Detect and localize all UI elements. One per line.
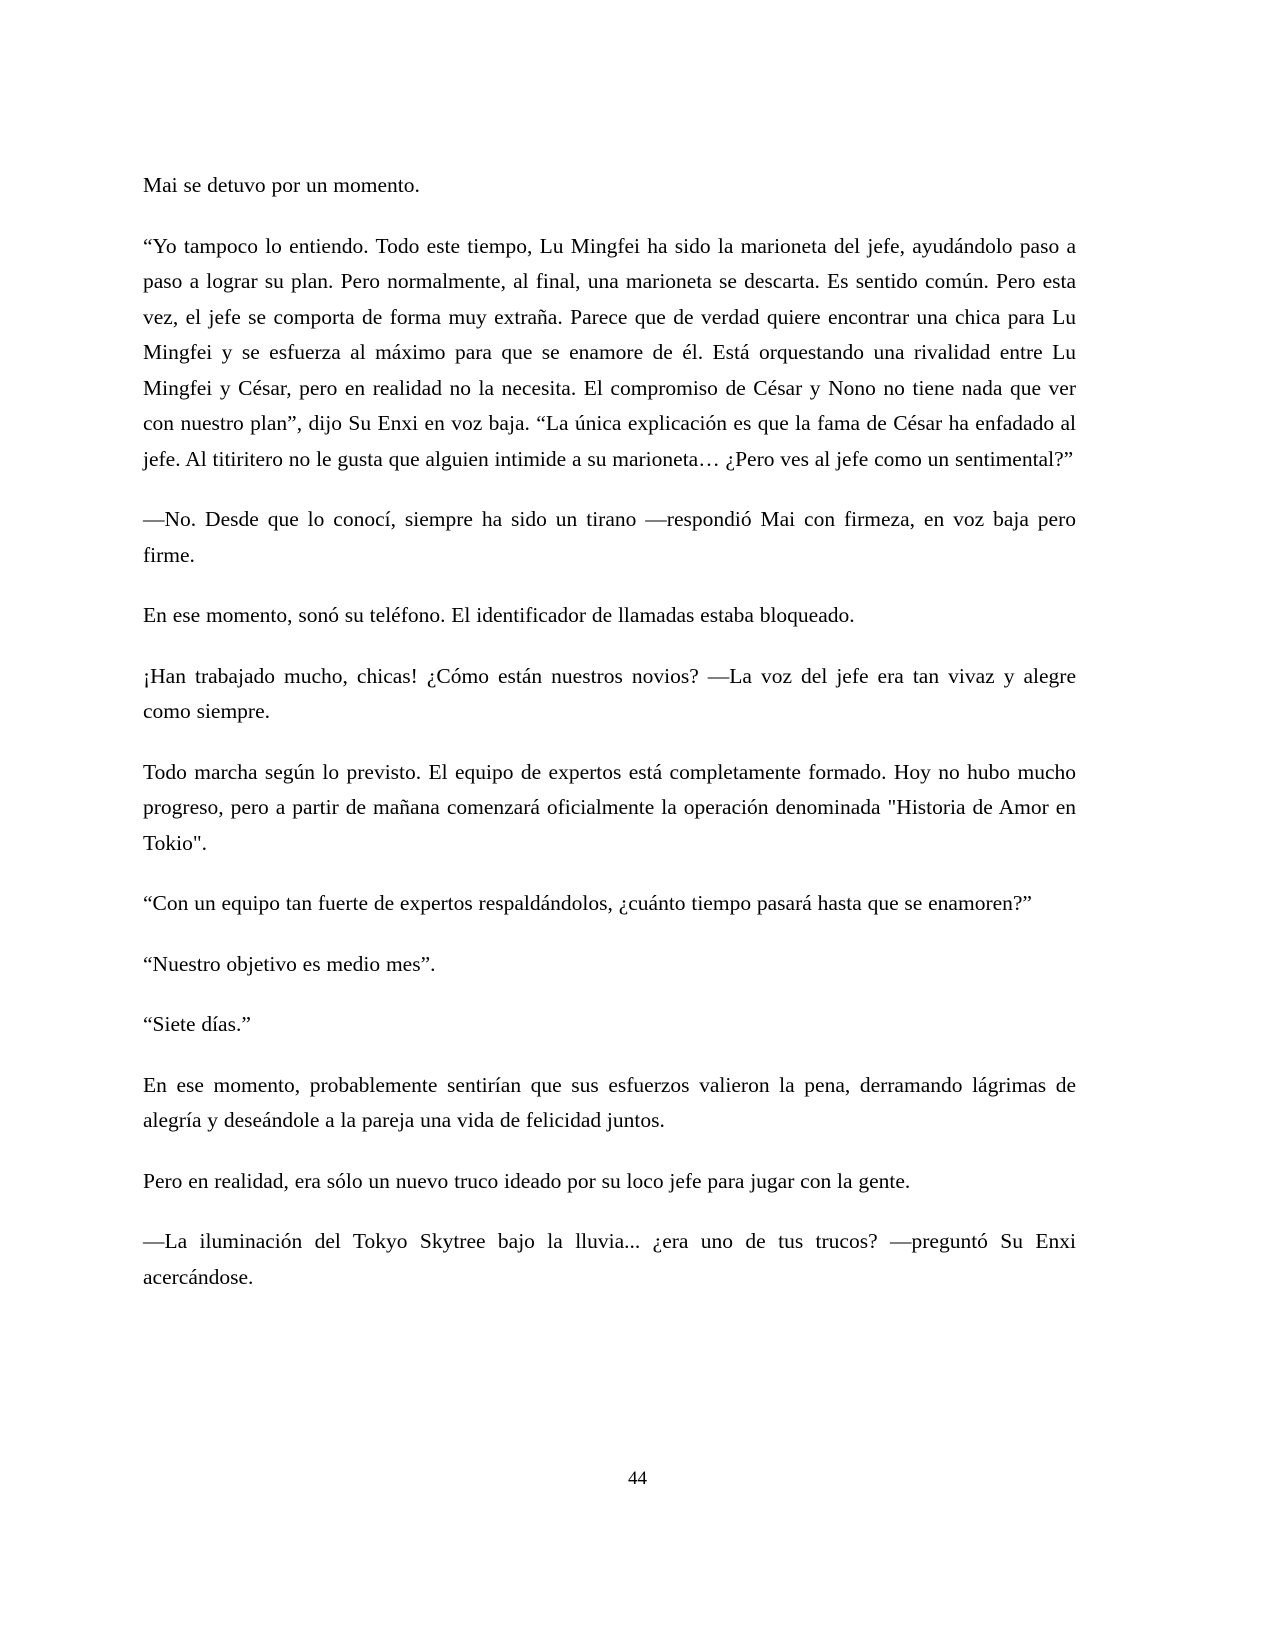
paragraph: “Con un equipo tan fuerte de expertos respaldándolos, ¿cuánto tiempo pasará hasta que se enamoren?” [143,891,1032,915]
paragraph: ¡Han trabajado mucho, chicas! ¿Cómo están nuestros novios? —La voz del jefe era tan vivaz y alegre como siempre. [143,663,1076,723]
paragraph: “Siete días.” [143,1012,251,1036]
paragraph: Todo marcha según lo previsto. El equipo de expertos está completamente formado. Hoy no hubo mucho progreso, pero a partir de mañana comenzará oficialmente la operación denominada "Historia de Amor en Tokio". [143,759,1076,855]
paragraph: “Yo tampoco lo entiendo. Todo este tiempo, Lu Mingfei ha sido la marioneta del jefe, ayudándolo paso a paso a lograr su plan. Pero normalmente, al final, una marioneta se descarta. Es sentido común. Pero esta vez, el jefe se comporta de forma muy extraña. Parece que de verdad quiere encontrar una chica para Lu Mingfei y se esfuerza al máximo para que se enamore de él. Está orquestando una rivalidad entre Lu Mingfei y César, pero en realidad no la necesita. El compromiso de César y Nono no tiene nada que ver con nuestro plan”, dijo Su Enxi en voz baja. “La única explicación es que la fama de César ha enfadado al jefe. Al titiritero no le gusta que alguien intimide a su marioneta… ¿Pero ves al jefe como un sentimental?” [143,233,1076,471]
page-body-text [143,168,1076,1295]
paragraph: En ese momento, probablemente sentirían que sus esfuerzos valieron la pena, derramando lágrimas de alegría y deseándole a la pareja una vida de felicidad juntos. [143,1072,1076,1132]
page-number: 44 [628,1468,647,1489]
paragraph: Pero en realidad, era sólo un nuevo truco ideado por su loco jefe para jugar con la gente. [143,1168,911,1193]
paragraph: —No. Desde que lo conocí, siempre ha sido un tirano —respondió Mai con firmeza, en voz baja pero firme. [143,507,1076,567]
paragraph: “Nuestro objetivo es medio mes”. [143,951,436,976]
paragraph: En ese momento, sonó su teléfono. El identificador de llamadas estaba bloqueado. [143,603,855,627]
paragraph: —La iluminación del Tokyo Skytree bajo la lluvia... ¿era uno de tus trucos? —preguntó Su Enxi acercándose. [143,1229,1076,1289]
paragraph: Mai se detuvo por un momento. [143,173,420,197]
